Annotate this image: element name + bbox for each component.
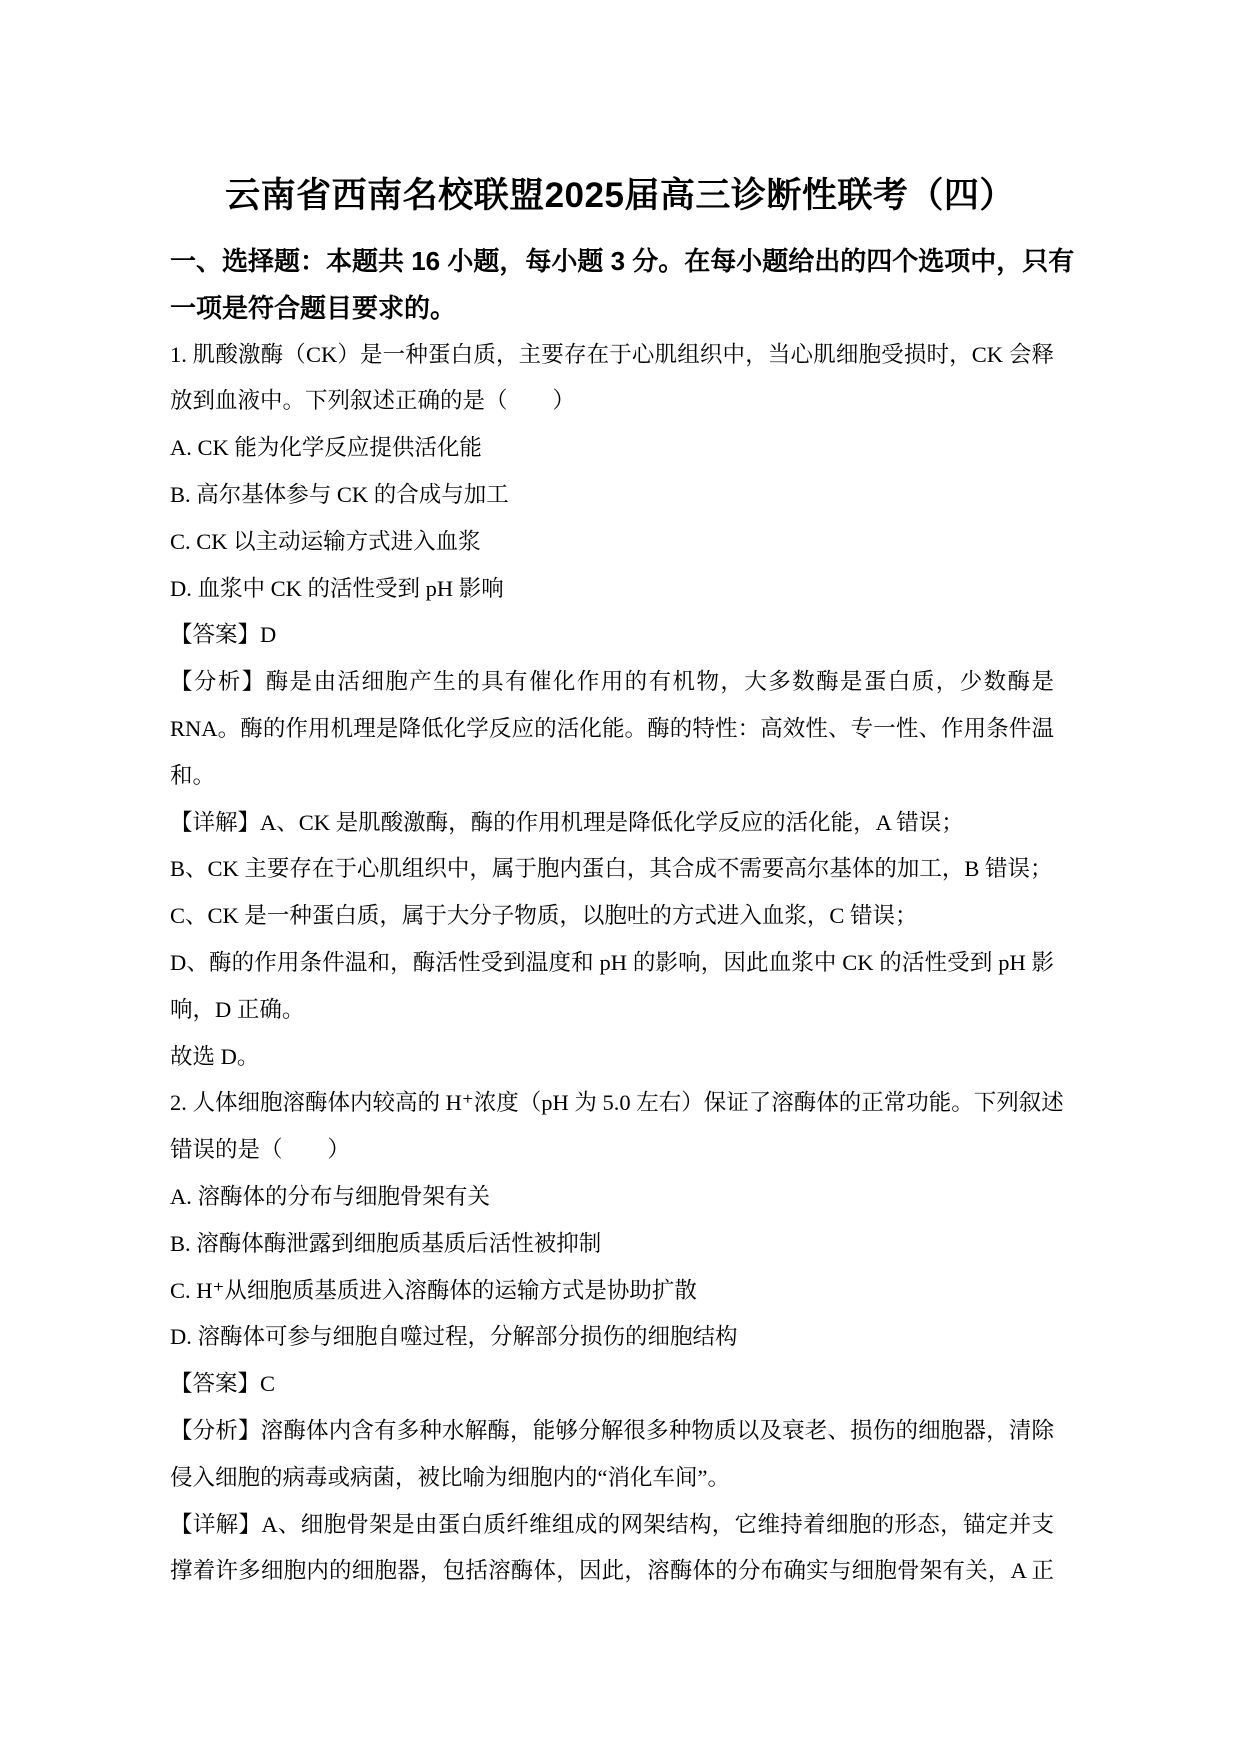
text-line: 【详解】A、CK 是肌酸激酶，酶的作用机理是降低化学反应的活化能，A 错误； [170,809,964,835]
q1-option-b [170,472,1054,519]
text-line: D、酶的作用条件温和，酶活性受到温度和 pH 的影响，因此血浆中 CK 的活性受到 pH 影 [170,949,1054,975]
text-line: C. H⁺从细胞质基质进入溶酶体的运输方式是协助扩散 [170,1277,697,1303]
q1-conclusion [170,1034,1054,1081]
text-line: A. 溶酶体的分布与细胞骨架有关 [170,1183,490,1209]
text-line: 【答案】C [170,1371,276,1397]
q2-option-a [170,1174,1054,1221]
text-line: 【详解】A、细胞骨架是由蛋白质纤维组成的网架结构，它维持着细胞的形态，锚定并支 [170,1511,1054,1537]
q1-stem [170,332,1054,426]
q1-answer [170,612,1054,659]
q1-option-c [170,519,1054,566]
text-line: A. CK 能为化学反应提供活化能 [170,435,482,461]
text-line: B. 溶酶体酶泄露到细胞质基质后活性被抑制 [170,1230,602,1256]
text-line: 2. 人体细胞溶酶体内较高的 H⁺浓度（pH 为 5.0 左右）保证了溶酶体的正常功能。下列叙述 [170,1090,1064,1116]
text-line: 放到血液中。下列叙述正确的是（ ） [170,388,576,414]
text-line: 【分析】酶是由活细胞产生的具有催化作用的有机物，大多数酶是蛋白质，少数酶是 [170,669,1054,695]
q2-answer [170,1361,1054,1408]
text-line: D. 血浆中 CK 的活性受到 pH 影响 [170,575,504,601]
q1-analysis [170,659,1054,799]
text-line: 【分析】溶酶体内含有多种水解酶，能够分解很多种物质以及衰老、损伤的细胞器，清除 [170,1417,1054,1443]
text-line: 响，D 正确。 [170,996,305,1022]
text-line: 撑着许多细胞内的细胞器，包括溶酶体，因此，溶酶体的分布确实与细胞骨架有关，A 正 [170,1558,1054,1584]
q1-explanation-b [170,846,1054,893]
q1-explanation-d [170,940,1054,1034]
text-line: 一、选择题：本题共 16 小题，每小题 3 分。在每小题给出的四个选项中，只有 [170,246,1075,276]
q1-option-d [170,566,1054,613]
q2-stem [170,1080,1064,1174]
q2-option-c [170,1268,1054,1315]
text-line: 1. 肌酸激酶（CK）是一种蛋白质，主要存在于心肌组织中，当心肌细胞受损时，CK 会释 [170,341,1054,367]
q1-option-a [170,425,1054,472]
text-line: 一项是符合题目要求的。 [170,292,457,323]
text-line: RNA。酶的作用机理是降低化学反应的活化能。酶的特性：高效性、专一性、作用条件温 [170,715,1054,741]
text-line: B. 高尔基体参与 CK 的合成与加工 [170,481,509,507]
text-line: 故选 D。 [170,1043,260,1069]
q2-option-b [170,1221,1054,1268]
q2-analysis [170,1408,1054,1502]
q2-explanation-a [170,1502,1054,1596]
text-line: 错误的是（ ） [170,1137,351,1163]
text-line: C、CK 是一种蛋白质，属于大分子物质，以胞吐的方式进入血浆，C 错误； [170,903,918,929]
document-title: 云南省西南名校联盟2025届高三诊断性联考（四） [225,176,1015,215]
text-line: 【答案】D [170,622,277,648]
text-line: D. 溶酶体可参与细胞自噬过程，分解部分损伤的细胞结构 [170,1324,738,1350]
q2-option-d [170,1314,1054,1361]
document-body [170,238,1075,1595]
text-line: B、CK 主要存在于心肌组织中，属于胞内蛋白，其合成不需要高尔基体的加工，B 错误； [170,856,1053,882]
text-line: 和。 [170,762,216,788]
text-line: 侵入细胞的病毒或病菌，被比喻为细胞内的“消化车间”。 [170,1464,730,1490]
text-line: C. CK 以主动运输方式进入血浆 [170,528,481,554]
q1-explanation-a [170,800,1054,847]
section-heading [170,238,1075,332]
q1-explanation-c [170,893,1054,940]
